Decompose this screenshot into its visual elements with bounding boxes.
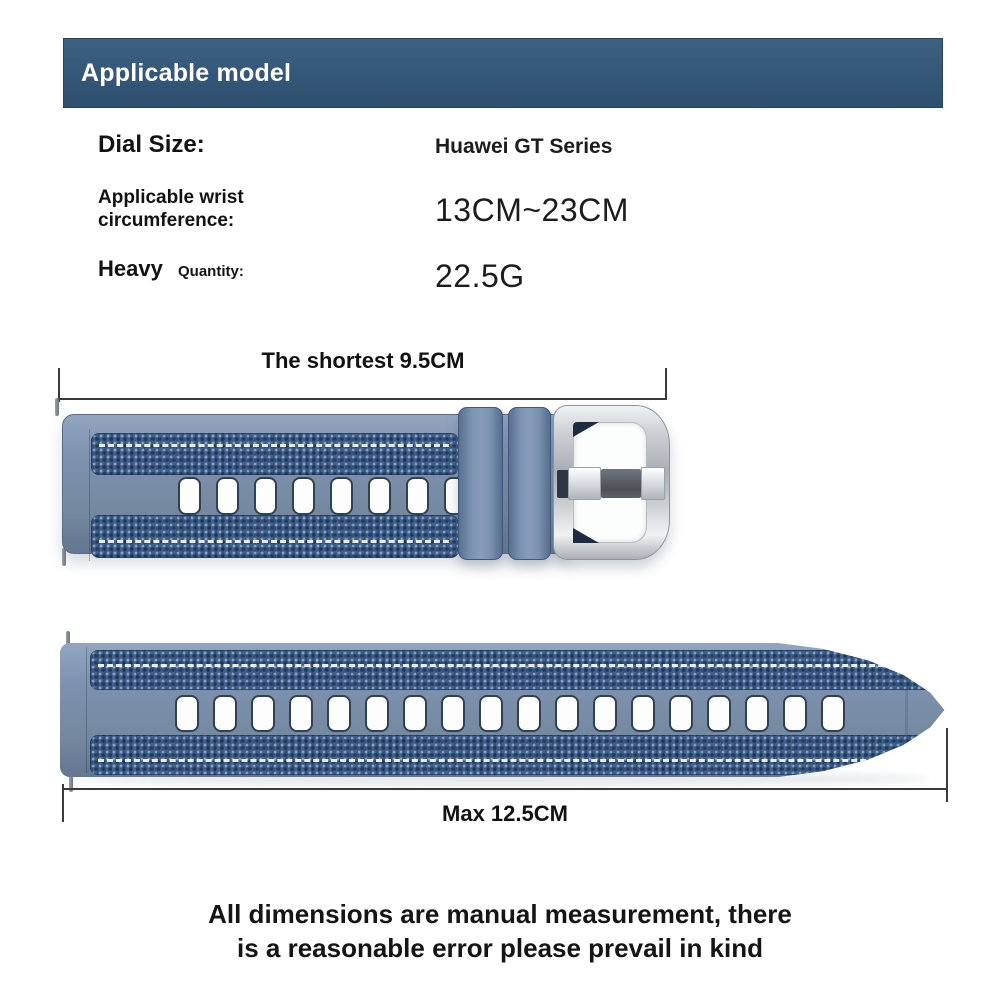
strap-hole xyxy=(441,695,465,732)
measure-tick-left xyxy=(58,368,60,402)
spec-label-weight: Heavy xyxy=(98,256,163,281)
strap-buckle-side xyxy=(62,404,682,579)
strap-hole xyxy=(406,477,429,515)
buckle-prong xyxy=(601,469,641,498)
strap-hole xyxy=(289,695,313,732)
spec-label-dial-size: Dial Size: xyxy=(98,131,205,158)
strap-hole xyxy=(555,695,579,732)
page-title: Applicable model xyxy=(81,58,292,87)
strap-holes xyxy=(178,477,467,515)
disclaimer-line-1: All dimensions are manual measurement, there xyxy=(208,899,792,929)
strap-hole xyxy=(365,695,389,732)
stitch-line xyxy=(99,540,449,543)
strap-end-seam xyxy=(86,647,87,773)
strap-hole xyxy=(254,477,277,515)
tip-seam xyxy=(905,649,908,771)
woven-texture-band xyxy=(90,735,930,775)
strap-hole xyxy=(783,695,807,732)
strap-hole xyxy=(403,695,427,732)
strap-keeper-loop xyxy=(458,407,503,560)
spec-label-wrist-circumference: Applicable wrist circumference: xyxy=(98,187,244,231)
strap-end-seam xyxy=(89,429,90,561)
header-banner xyxy=(63,38,943,108)
strap-hole xyxy=(669,695,693,732)
woven-texture-band xyxy=(91,515,459,558)
spec-value-weight: 22.5G xyxy=(435,258,525,294)
strap-hole xyxy=(479,695,503,732)
spec-sublabel-quantity: Quantity: xyxy=(178,263,244,280)
strap-hole xyxy=(327,695,351,732)
stitch-line xyxy=(98,664,920,667)
buckle-prong xyxy=(641,467,665,500)
measure-label-max: Max 12.5CM xyxy=(442,801,568,826)
measure-line-bottom xyxy=(62,788,948,790)
strap-holes xyxy=(175,695,845,732)
strap-hole xyxy=(178,477,201,515)
spec-value-dial-size: Huawei GT Series xyxy=(435,135,613,158)
strap-hole xyxy=(175,695,199,732)
strap-hole xyxy=(631,695,655,732)
strap-body xyxy=(60,643,948,777)
measure-tick-right xyxy=(665,368,667,400)
spec-value-wrist-circumference: 13CM~23CM xyxy=(435,192,629,228)
strap-tail-side xyxy=(60,630,960,810)
buckle-prong xyxy=(568,467,601,500)
strap-hole xyxy=(707,695,731,732)
strap-hole xyxy=(213,695,237,732)
disclaimer-line-2: is a reasonable error please prevail in kind xyxy=(236,933,764,963)
strap-tip-shadow xyxy=(573,528,599,543)
measure-tick-right xyxy=(946,728,948,802)
stitch-line xyxy=(99,444,449,447)
disclaimer-text xyxy=(0,897,1000,965)
strap-hole xyxy=(330,477,353,515)
strap-hole xyxy=(368,477,391,515)
metal-buckle xyxy=(553,405,670,560)
strap-hole xyxy=(251,695,275,732)
strap-tip-shadow xyxy=(573,422,599,437)
measure-line-top xyxy=(58,398,667,400)
stitch-line xyxy=(98,759,920,762)
measure-label-shortest: The shortest 9.5CM xyxy=(261,348,465,373)
woven-texture-band xyxy=(90,650,930,690)
strap-keeper-loop xyxy=(508,407,551,560)
strap-hole xyxy=(821,695,845,732)
woven-texture-band xyxy=(91,433,459,475)
strap-hole xyxy=(745,695,769,732)
strap-hole xyxy=(593,695,617,732)
strap-hole xyxy=(292,477,315,515)
strap-hole xyxy=(216,477,239,515)
strap-hole xyxy=(517,695,541,732)
spring-bar-pin xyxy=(55,398,59,416)
